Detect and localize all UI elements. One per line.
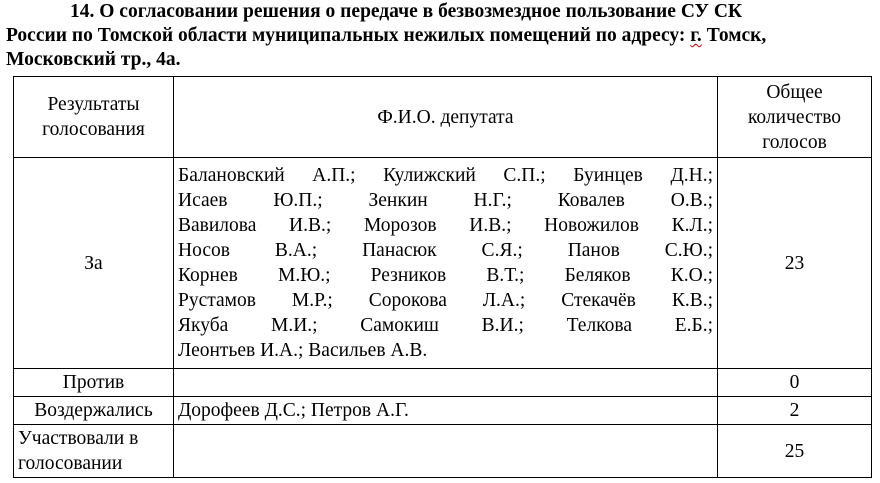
spellcheck-word: г. <box>690 25 702 46</box>
deputies-abstained-list: Дорофеев Д.С.; Петров А.Г. <box>174 397 718 425</box>
name-line: Якуба М.И.; Самокиш В.И.; Телкова Е.Б.; <box>178 315 713 336</box>
table-row-against <box>14 369 872 397</box>
row-label-abstained: Воздержались <box>14 397 174 425</box>
row-label-against: Против <box>14 369 174 397</box>
header-count: Общее количество голосов <box>718 77 872 158</box>
name-line: Корнев М.Ю.; Резников В.Т.; Беляков К.О.; <box>178 265 713 286</box>
name-line: Балановский А.П.; Кулижский С.П.; Буинцев Д.Н.; <box>178 165 713 186</box>
name-line: Рустамов М.Р.; Сорокова Л.А.; Стекачёв К.В.; <box>178 290 713 311</box>
header-deputy: Ф.И.О. депутата <box>174 77 718 158</box>
voting-results-table <box>13 76 872 478</box>
name-line: Леонтьев И.А.; Васильев А.В. <box>178 340 428 361</box>
deputies-for-list <box>174 158 718 369</box>
name-line: Вавилова И.В.; Морозов И.В.; Новожилов К.Л.; <box>178 215 713 236</box>
agenda-item-heading <box>6 0 876 72</box>
table-row-participated <box>14 425 872 478</box>
row-label-participated: Участвовали в голосовании <box>14 425 174 478</box>
heading-line-2-post: Томск, <box>701 25 767 46</box>
count-abstained: 2 <box>718 397 872 425</box>
name-line: Носов В.А.; Панасюк С.Я.; Панов С.Ю.; <box>178 240 713 261</box>
header-results: Результаты голосования <box>14 77 174 158</box>
table-row-abstained <box>14 397 872 425</box>
heading-line-3: Московский тр., 4а. <box>6 49 181 70</box>
count-participated: 25 <box>718 425 872 478</box>
deputies-against-list <box>174 369 718 397</box>
heading-line-2-pre: России по Томской области муниципальных нежилых помещений по адресу: <box>6 25 691 46</box>
count-against: 0 <box>718 369 872 397</box>
table-row-for <box>14 158 872 369</box>
table-header-row <box>14 77 872 158</box>
row-label-for: За <box>14 158 174 369</box>
heading-line-1: 14. О согласовании решения о передаче в безвозмездное пользование СУ СК <box>70 1 743 22</box>
count-for: 23 <box>718 158 872 369</box>
name-line: Исаев Ю.П.; Зенкин Н.Г.; Ковалев О.В.; <box>178 190 713 211</box>
deputies-participated-list <box>174 425 718 478</box>
